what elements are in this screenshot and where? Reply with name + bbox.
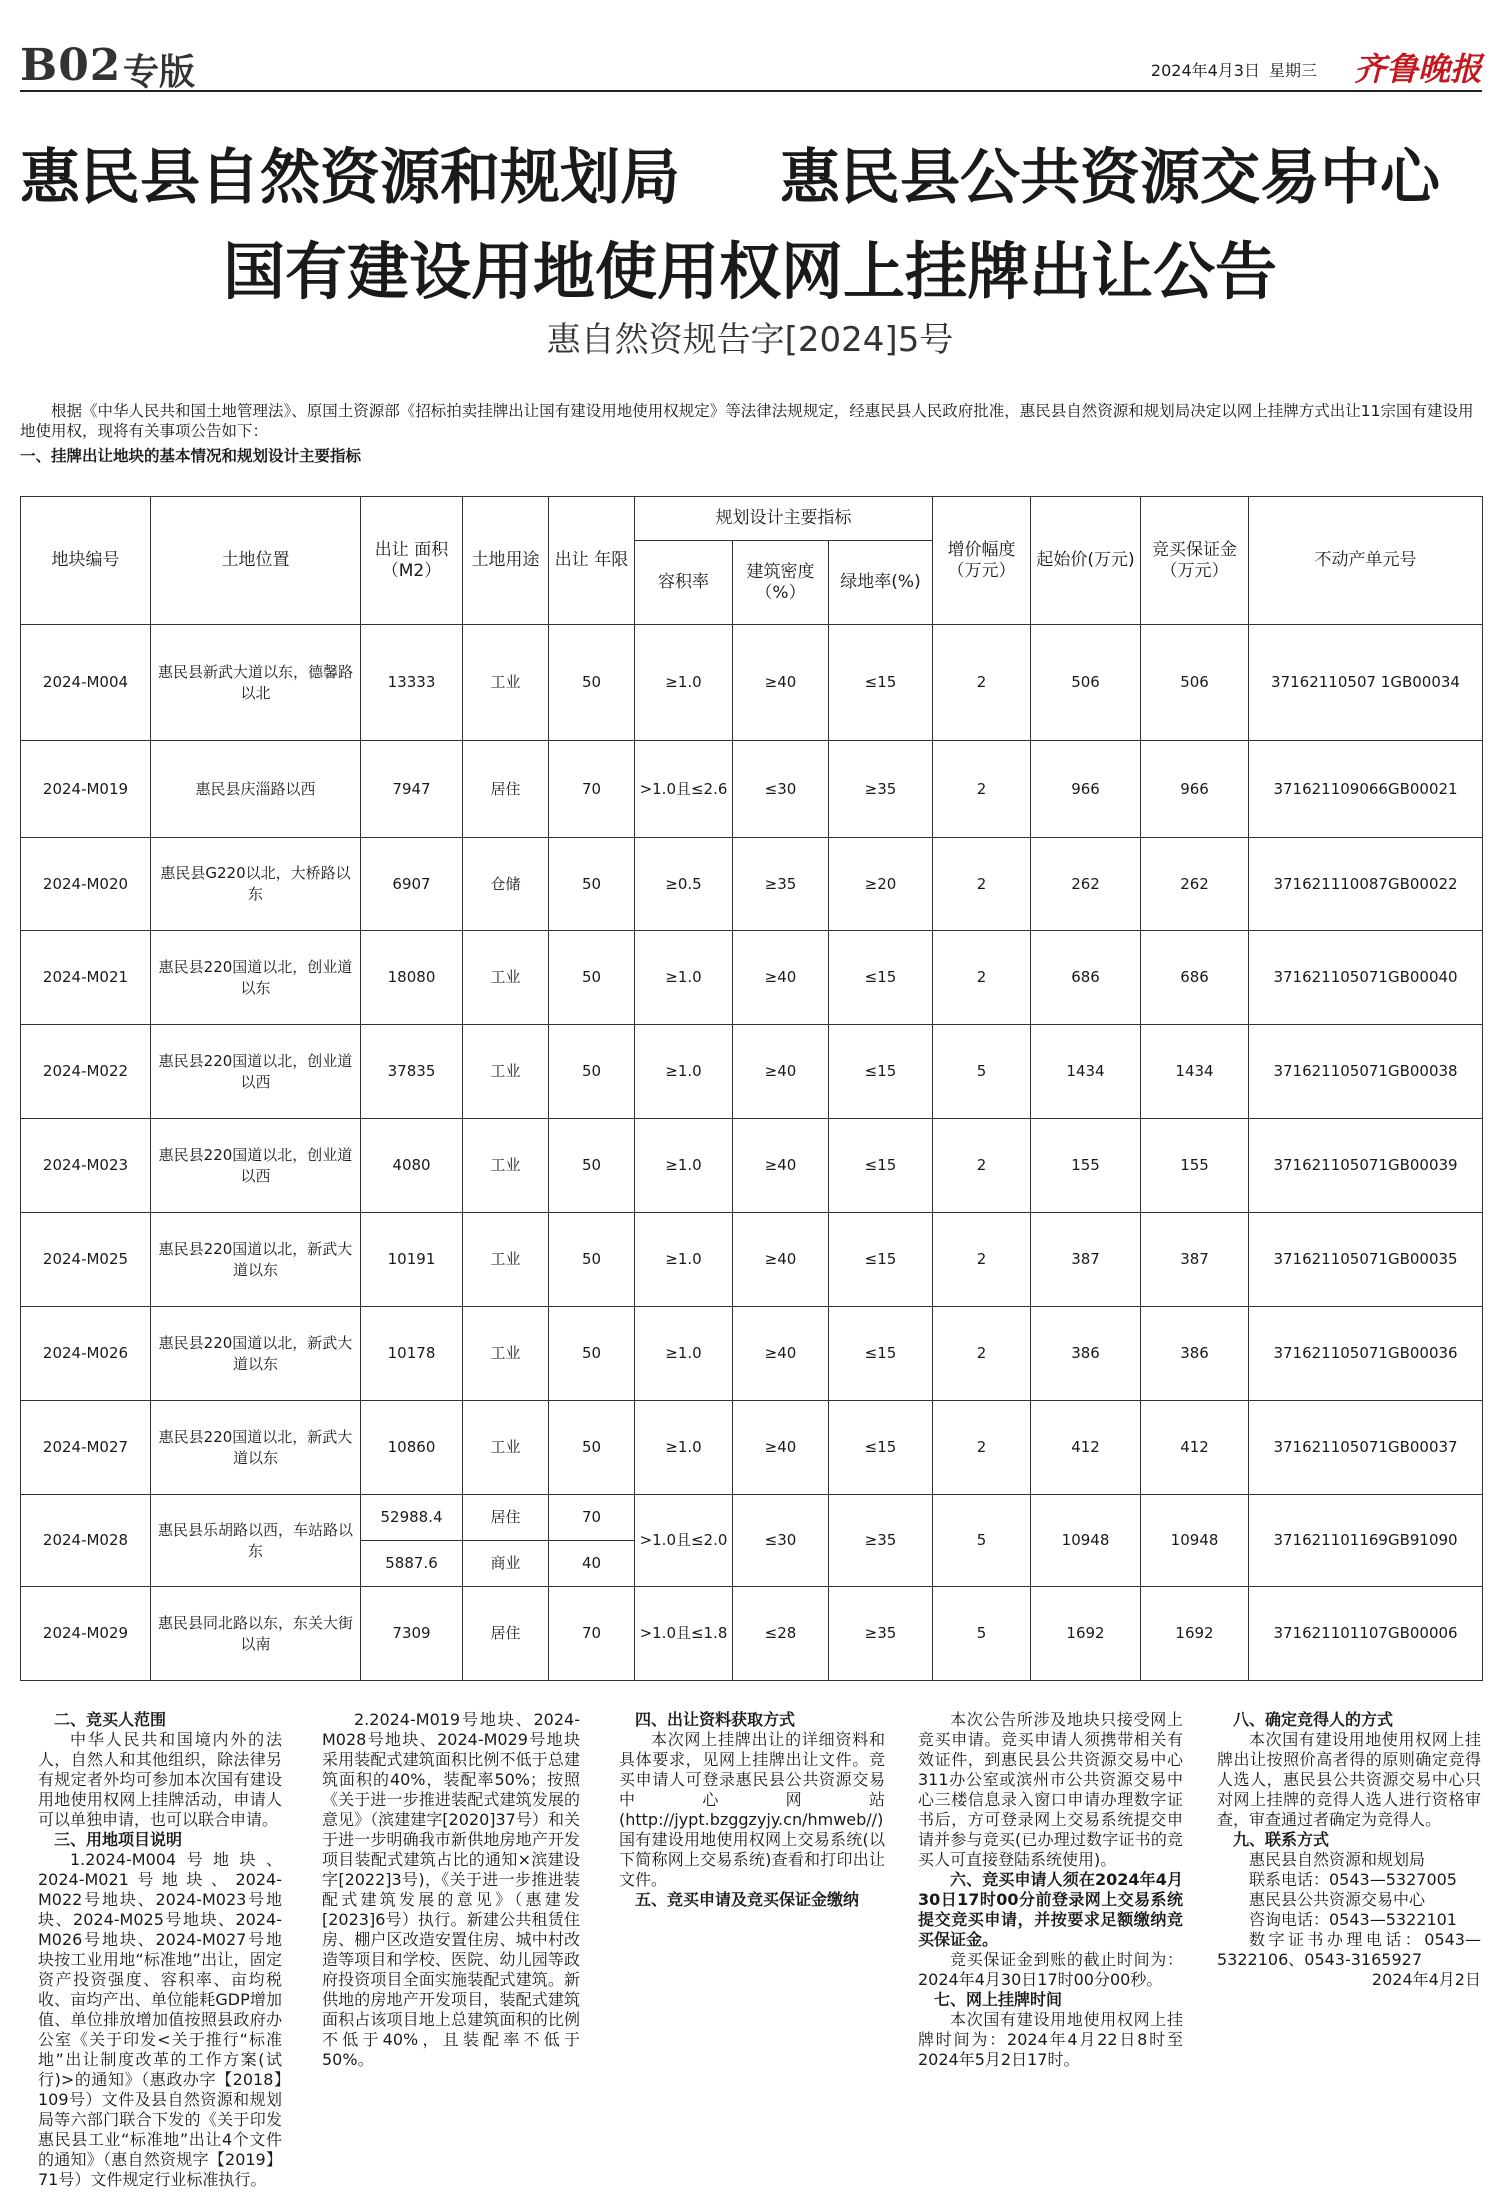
text-column-4 xyxy=(918,1710,1183,2070)
cell-far: ≥1.0 xyxy=(635,1213,733,1307)
th-term: 出让 年限 xyxy=(549,497,635,625)
th-start: 起始价(万元) xyxy=(1031,497,1141,625)
table-row xyxy=(21,1401,1483,1495)
cell-unit: 371621105071GB00037 xyxy=(1249,1401,1483,1495)
cell-parcel: 2024-M004 xyxy=(21,625,151,741)
cell-term: 50 xyxy=(549,1213,635,1307)
issuer-line xyxy=(20,130,1482,216)
table-row xyxy=(21,741,1483,838)
cell-step: 2 xyxy=(933,1307,1031,1401)
cell-start: 155 xyxy=(1031,1119,1141,1213)
announcement-title: 国有建设用地使用权网上挂牌出让公告 xyxy=(222,235,1277,308)
cell-unit: 371621101107GB00006 xyxy=(1249,1587,1483,1681)
cell-green: ≤15 xyxy=(829,1119,933,1213)
cell-start: 686 xyxy=(1031,931,1141,1025)
cell-deposit: 966 xyxy=(1141,741,1249,838)
cell-area: 37835 xyxy=(361,1025,463,1119)
cell-start: 1434 xyxy=(1031,1025,1141,1119)
cell-unit: 371621105071GB00036 xyxy=(1249,1307,1483,1401)
table-row xyxy=(21,931,1483,1025)
cell-parcel: 2024-M019 xyxy=(21,741,151,838)
section-name: 专版 xyxy=(123,52,196,93)
land-parcel-table xyxy=(20,496,1483,1681)
th-density: 建筑密度（%） xyxy=(733,541,829,625)
cell-deposit: 412 xyxy=(1141,1401,1249,1495)
text-column-5 xyxy=(1217,1710,1481,1990)
cell-step: 5 xyxy=(933,1025,1031,1119)
contact-org-1: 惠民县自然资源和规划局 xyxy=(1249,1850,1426,1869)
cell-term: 70 xyxy=(549,741,635,838)
cell-area: 6907 xyxy=(361,838,463,931)
cell-area: 13333 xyxy=(361,625,463,741)
cell-area: 4080 xyxy=(361,1119,463,1213)
cell-green: ≤15 xyxy=(829,1213,933,1307)
cell-term: 50 xyxy=(549,1025,635,1119)
cell-unit: 371621101169GB91090 xyxy=(1249,1495,1483,1587)
section-2-title: 二、竞买人范围 xyxy=(54,1710,167,1729)
cell-use: 工业 xyxy=(463,931,549,1025)
table-row xyxy=(21,1025,1483,1119)
cell-start: 386 xyxy=(1031,1307,1141,1401)
th-planning: 规划设计主要指标 xyxy=(635,497,933,541)
cell-area: 5887.6 xyxy=(361,1541,463,1587)
cell-location: 惠民县220国道以北，创业道以西 xyxy=(151,1025,361,1119)
table-row xyxy=(21,1213,1483,1307)
cell-parcel: 2024-M022 xyxy=(21,1025,151,1119)
th-green: 绿地率(%) xyxy=(829,541,933,625)
cell-far: ≥1.0 xyxy=(635,931,733,1025)
cell-parcel: 2024-M023 xyxy=(21,1119,151,1213)
cell-start: 506 xyxy=(1031,625,1141,741)
cell-area: 7309 xyxy=(361,1587,463,1681)
cell-density: ≤30 xyxy=(733,1495,829,1587)
cell-deposit: 10948 xyxy=(1141,1495,1249,1587)
cell-green: ≤15 xyxy=(829,931,933,1025)
cell-area: 10860 xyxy=(361,1401,463,1495)
cell-green: ≤15 xyxy=(829,1025,933,1119)
cell-deposit: 506 xyxy=(1141,625,1249,741)
table-row xyxy=(21,1587,1483,1681)
cell-term: 50 xyxy=(549,1119,635,1213)
cell-use: 工业 xyxy=(463,1401,549,1495)
cell-green: ≤15 xyxy=(829,1307,933,1401)
cell-area: 18080 xyxy=(361,931,463,1025)
th-area: 出让 面积（M2） xyxy=(361,497,463,625)
text-column-2 xyxy=(322,1710,580,2070)
cell-far: >1.0且≤2.6 xyxy=(635,741,733,838)
announcement-date: 2024年4月2日 xyxy=(1371,1970,1481,1989)
cell-use: 工业 xyxy=(463,625,549,741)
cell-step: 5 xyxy=(933,1495,1031,1587)
section-8-text: 本次国有建设用地使用权网上挂牌出让按照价高者得的原则确定竞得人选人，惠民县公共资源交易中心只对网上挂牌的竞得人选人进行资格审查，审查通过者确定为竞得人。 xyxy=(1217,1730,1481,1829)
cell-density: ≥40 xyxy=(733,1025,829,1119)
th-step: 增价幅度（万元） xyxy=(933,497,1031,625)
section-7-title: 七、网上挂牌时间 xyxy=(934,1990,1063,2009)
cell-parcel: 2024-M026 xyxy=(21,1307,151,1401)
text-column-3 xyxy=(619,1710,885,1910)
cell-area: 52988.4 xyxy=(361,1495,463,1541)
cell-density: ≥40 xyxy=(733,1401,829,1495)
cell-density: ≥35 xyxy=(733,838,829,931)
cell-location: 惠民县220国道以北，创业道以东 xyxy=(151,931,361,1025)
section-4-text: 本次网上挂牌出让的详细资料和具体要求，见网上挂牌出让文件。竞买申请人可登录惠民县公共资源交易中心网站(http://jypt.bzggzyjy.cn/hmweb//)国有建设用地使用权网上交易系统(以下简称网上交易系统)查看和打印出让文件。 xyxy=(619,1730,885,1889)
section-6-title: 六、竞买申请人须在2024年4月30日17时00分前登录网上交易系统提交竞买申请，并按要求足额缴纳竞买保证金。 xyxy=(918,1870,1183,1949)
cell-density: ≥40 xyxy=(733,1307,829,1401)
cell-area: 10191 xyxy=(361,1213,463,1307)
cell-step: 2 xyxy=(933,1213,1031,1307)
cell-start: 387 xyxy=(1031,1213,1141,1307)
cell-location: 惠民县新武大道以东，德馨路以北 xyxy=(151,625,361,741)
section-4-title: 四、出让资料获取方式 xyxy=(635,1710,796,1729)
cell-density: ≤30 xyxy=(733,741,829,838)
cell-green: ≥35 xyxy=(829,1495,933,1587)
cell-start: 10948 xyxy=(1031,1495,1141,1587)
cell-step: 2 xyxy=(933,741,1031,838)
contact-tel-2: 咨询电话：0543—5322101 xyxy=(1249,1910,1457,1929)
cell-location: 惠民县G220以北，大桥路以东 xyxy=(151,838,361,931)
th-use: 土地用途 xyxy=(463,497,549,625)
cell-use: 居住 xyxy=(463,1587,549,1681)
cell-parcel: 2024-M020 xyxy=(21,838,151,931)
issuer-b: 惠民县公共资源交易中心 xyxy=(780,143,1440,213)
cell-unit: 371621110087GB00022 xyxy=(1249,838,1483,931)
cell-deposit: 686 xyxy=(1141,931,1249,1025)
cell-term: 50 xyxy=(549,1307,635,1401)
newspaper-logo: 齐鲁晚报 xyxy=(1353,50,1482,88)
section-9-title: 九、联系方式 xyxy=(1233,1830,1330,1849)
cell-use: 仓储 xyxy=(463,838,549,931)
cell-start: 262 xyxy=(1031,838,1141,931)
th-deposit: 竞买保证金（万元） xyxy=(1141,497,1249,625)
cell-density: ≤28 xyxy=(733,1587,829,1681)
cell-use: 工业 xyxy=(463,1119,549,1213)
cell-term: 50 xyxy=(549,838,635,931)
section-3-para-2: 2.2024-M019号地块、2024-M028号地块、2024-M029号地块采用装配式建筑面积比例不低于总建筑面积的40%，装配率50%；按照《关于进一步推进装配式建筑发展的意见》（滨建建字[2020]37号）和关于进一步明确我市新供地房地产开发项目装配式建筑占比的通知×滨建设字[2022]3号)，《关于进一步推进装配式建筑发展的意见》（惠建发[2023]6号）执行。新建公共租赁住房、棚户区改造安置住房、城中村改造等项目和学校、医院、幼儿园等政府投资项目全面实施装配式建筑。新供地的房地产开发项目，装配式建筑面积占该项目地上总建筑面积的比例不低于40%，且装配率不低于50%。 xyxy=(322,1710,580,2069)
cell-step: 2 xyxy=(933,838,1031,931)
cell-far: ≥1.0 xyxy=(635,625,733,741)
cell-far: ≥0.5 xyxy=(635,838,733,931)
cell-density: ≥40 xyxy=(733,1213,829,1307)
cell-location: 惠民县220国道以北，新武大道以东 xyxy=(151,1401,361,1495)
section-3-title: 三、用地项目说明 xyxy=(54,1830,183,1849)
cell-far: ≥1.0 xyxy=(635,1025,733,1119)
section-7-text: 本次国有建设用地使用权网上挂牌时间为：2024年4月22日8时至2024年5月2日17时。 xyxy=(918,2010,1183,2069)
cell-density: ≥40 xyxy=(733,931,829,1025)
table-row xyxy=(21,625,1483,741)
cell-step: 2 xyxy=(933,931,1031,1025)
cell-step: 2 xyxy=(933,1401,1031,1495)
issue-weekday: 星期三 xyxy=(1268,61,1317,80)
cell-deposit: 1434 xyxy=(1141,1025,1249,1119)
cell-unit: 37162110507 1GB00034 xyxy=(1249,625,1483,741)
cell-term: 50 xyxy=(549,1401,635,1495)
page-number: B02 xyxy=(20,40,122,91)
th-location: 土地位置 xyxy=(151,497,361,625)
document-number: 惠自然资规告字[2024]5号 xyxy=(546,320,954,360)
cell-location: 惠民县220国道以北，创业道以西 xyxy=(151,1119,361,1213)
section-5-title: 五、竞买申请及竞买保证金缴纳 xyxy=(635,1890,860,1909)
cell-far: >1.0且≤2.0 xyxy=(635,1495,733,1587)
table-row xyxy=(21,1119,1483,1213)
cell-step: 2 xyxy=(933,625,1031,741)
cell-start: 412 xyxy=(1031,1401,1141,1495)
cell-use: 工业 xyxy=(463,1213,549,1307)
table-row xyxy=(21,1307,1483,1401)
contact-tel-1: 联系电话：0543—5327005 xyxy=(1249,1870,1457,1889)
cell-use: 居住 xyxy=(463,1495,549,1541)
page-header xyxy=(20,40,1482,92)
cell-location: 惠民县庆淄路以西 xyxy=(151,741,361,838)
cell-area: 10178 xyxy=(361,1307,463,1401)
cell-term: 40 xyxy=(549,1541,635,1587)
cell-term: 50 xyxy=(549,931,635,1025)
section-6-text: 竞买保证金到账的截止时间为：2024年4月30日17时00分00秒。 xyxy=(918,1950,1183,1989)
cell-start: 1692 xyxy=(1031,1587,1141,1681)
cell-parcel: 2024-M028 xyxy=(21,1495,151,1587)
th-unit: 不动产单元号 xyxy=(1249,497,1483,625)
cell-term: 70 xyxy=(549,1587,635,1681)
cell-parcel: 2024-M025 xyxy=(21,1213,151,1307)
table-row xyxy=(21,838,1483,931)
cell-use: 商业 xyxy=(463,1541,549,1587)
section-3-para-1: 1.2024-M004号地块、2024-M021号地块、2024-M022号地块、2024-M023号地块、2024-M025号地块、2024-M026号地块、2024-M027号地块按工业用地“标准地”出让，固定资产投资强度、容积率、亩均税收、亩均产出、单位能耗GDP增加值、单位排放增加值按照县政府办公室《关于印发<关于推行“标准地”出让制度改革的工作方案(试行)>的通知》（惠政办字【2018】109号）文件及县自然资源和规划局等六部门联合下发的《关于印发惠民县工业“标准地”出让4个文件的通知》（惠自然资规字【2019】71号）文件规定行业标准执行。 xyxy=(38,1850,282,2189)
cell-density: ≥40 xyxy=(733,625,829,741)
contact-org-2: 惠民县公共资源交易中心 xyxy=(1249,1890,1426,1909)
section-8-title: 八、确定竞得人的方式 xyxy=(1233,1710,1394,1729)
th-far: 容积率 xyxy=(635,541,733,625)
cell-deposit: 386 xyxy=(1141,1307,1249,1401)
cell-deposit: 387 xyxy=(1141,1213,1249,1307)
cell-far: ≥1.0 xyxy=(635,1119,733,1213)
cell-far: >1.0且≤1.8 xyxy=(635,1587,733,1681)
cell-unit: 371621105071GB00040 xyxy=(1249,931,1483,1025)
cell-use: 工业 xyxy=(463,1025,549,1119)
cell-deposit: 155 xyxy=(1141,1119,1249,1213)
cell-parcel: 2024-M027 xyxy=(21,1401,151,1495)
cell-location: 惠民县220国道以北，新武大道以东 xyxy=(151,1213,361,1307)
intro-paragraph: 根据《中华人民共和国土地管理法》、原国土资源部《招标拍卖挂牌出让国有建设用地使用权规定》等法律法规规定，经惠民县人民政府批准，惠民县自然资源和规划局决定以网上挂牌方式出让11宗国有建设用地使用权，现将有关事项公告如下： xyxy=(20,402,1474,440)
cell-green: ≥35 xyxy=(829,741,933,838)
cell-parcel: 2024-M029 xyxy=(21,1587,151,1681)
cell-unit: 371621109066GB00021 xyxy=(1249,741,1483,838)
cell-location: 惠民县同北路以东，东关大街以南 xyxy=(151,1587,361,1681)
issuer-a: 惠民县自然资源和规划局 xyxy=(20,143,680,213)
cell-deposit: 262 xyxy=(1141,838,1249,931)
issue-date: 2024年4月3日 xyxy=(1150,61,1260,80)
cell-green: ≥20 xyxy=(829,838,933,931)
cell-step: 2 xyxy=(933,1119,1031,1213)
cell-term: 50 xyxy=(549,625,635,741)
contact-cert-phone: 数字证书办理电话：0543—5322106、0543-3165927 xyxy=(1217,1930,1481,1969)
section-5-text: 本次公告所涉及地块只接受网上竞买申请。竞买申请人须携带相关有效证件，到惠民县公共资源交易中心311办公室或滨州市公共资源交易中心三楼信息录入窗口申请办理数字证书后，方可登录网上交易系统提交申请并参与竞买(已办理过数字证书的竞买人可直接登陆系统使用)。 xyxy=(918,1710,1183,1869)
section-1-title: 一、挂牌出让地块的基本情况和规划设计主要指标 xyxy=(20,447,362,465)
cell-use: 居住 xyxy=(463,741,549,838)
cell-green: ≥35 xyxy=(829,1587,933,1681)
cell-step: 5 xyxy=(933,1587,1031,1681)
cell-use: 工业 xyxy=(463,1307,549,1401)
cell-unit: 371621105071GB00038 xyxy=(1249,1025,1483,1119)
cell-parcel: 2024-M021 xyxy=(21,931,151,1025)
section-2-text: 中华人民共和国境内外的法人，自然人和其他组织，除法律另有规定者外均可参加本次国有建设用地使用权网上挂牌活动，申请人可以单独申请，也可以联合申请。 xyxy=(38,1730,282,1829)
cell-location: 惠民县220国道以北，新武大道以东 xyxy=(151,1307,361,1401)
cell-far: ≥1.0 xyxy=(635,1307,733,1401)
cell-density: ≥40 xyxy=(733,1119,829,1213)
cell-unit: 371621105071GB00035 xyxy=(1249,1213,1483,1307)
cell-unit: 371621105071GB00039 xyxy=(1249,1119,1483,1213)
cell-green: ≤15 xyxy=(829,1401,933,1495)
cell-far: ≥1.0 xyxy=(635,1401,733,1495)
table-row xyxy=(21,1495,1483,1541)
cell-area: 7947 xyxy=(361,741,463,838)
cell-green: ≤15 xyxy=(829,625,933,741)
cell-term: 70 xyxy=(549,1495,635,1541)
cell-start: 966 xyxy=(1031,741,1141,838)
text-column-1 xyxy=(38,1710,282,2190)
th-parcel: 地块编号 xyxy=(21,497,151,625)
cell-location: 惠民县乐胡路以西，车站路以东 xyxy=(151,1495,361,1587)
cell-deposit: 1692 xyxy=(1141,1587,1249,1681)
